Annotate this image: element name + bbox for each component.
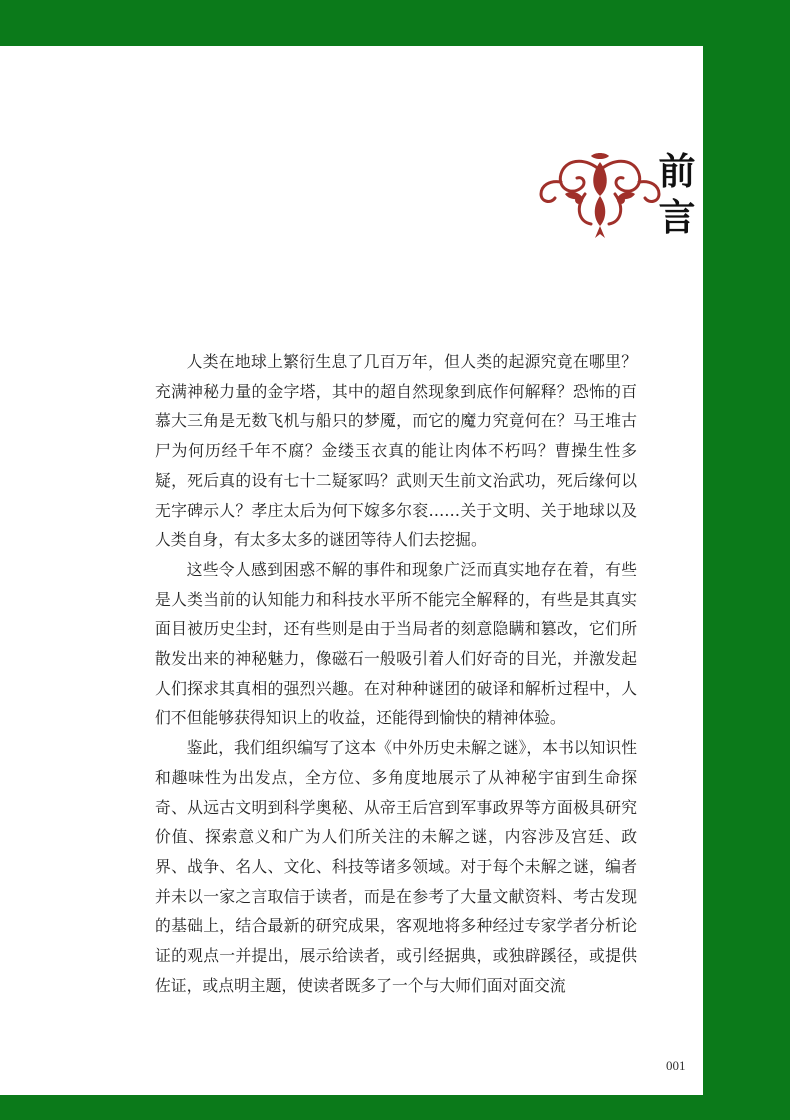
page-number: 001 — [666, 1058, 686, 1073]
right-frame-bar — [703, 46, 790, 1095]
preface-body — [155, 347, 637, 1000]
bottom-frame-bar — [0, 1095, 790, 1120]
floral-ornament-icon — [535, 150, 665, 242]
title-char-1: 前 — [658, 149, 696, 193]
paragraph-3: 鉴此，我们组织编写了这本《中外历史未解之谜》，本书以知识性和趣味性为出发点，全方位、多角度地展示了从神秘宇宙到生命探奇、从远古文明到科学奥秘、从帝王后宫到军事政界等方面极具研究价值、探索意义和广为人们所关注的未解之谜，内容涉及宫廷、政界、战争、名人、文化、科技等诸多领域。对于每个未解之谜，编者并未以一家之言取信于读者，而是在参考了大量文献资料、考古发现的基础上，结合最新的研究成果，客观地将多种经过专家学者分析论证的观点一并提出，展示给读者，或引经据典，或独辟蹊径，或提供佐证，或点明主题，使读者既多了一个与大师们面对面交流 — [155, 738, 637, 995]
top-frame-bar — [0, 0, 790, 46]
page-title — [656, 148, 698, 240]
paragraph-2: 这些令人感到困惑不解的事件和现象广泛而真实地存在着，有些是人类当前的认知能力和科技水平所不能完全解释的，有些是其真实面目被历史尘封，还有些则是由于当局者的刻意隐瞒和篡改，它们所散发出来的神秘魅力，像磁石一般吸引着人们好奇的目光，并激发起人们探求其真相的强烈兴趣。在对种种谜团的破译和解析过程中，人们不但能够获得知识上的收益，还能得到愉快的精神体验。 — [155, 559, 637, 728]
paragraph-1: 人类在地球上繁衍生息了几百万年，但人类的起源究竟在哪里？充满神秘力量的金字塔，其中的超自然现象到底作何解释？恐怖的百慕大三角是无数飞机与船只的梦魇，而它的魔力究竟何在？马王堆古尸为何历经千年不腐？金缕玉衣真的能让肉体不朽吗？曹操生性多疑，死后真的设有七十二疑冢吗？武则天生前文治武功，死后缘何以无字碑示人？孝庄太后为何下嫁多尔衮……关于文明、关于地球以及人类自身，有太多太多的谜团等待人们去挖掘。 — [155, 352, 637, 550]
title-char-2: 言 — [658, 195, 696, 239]
